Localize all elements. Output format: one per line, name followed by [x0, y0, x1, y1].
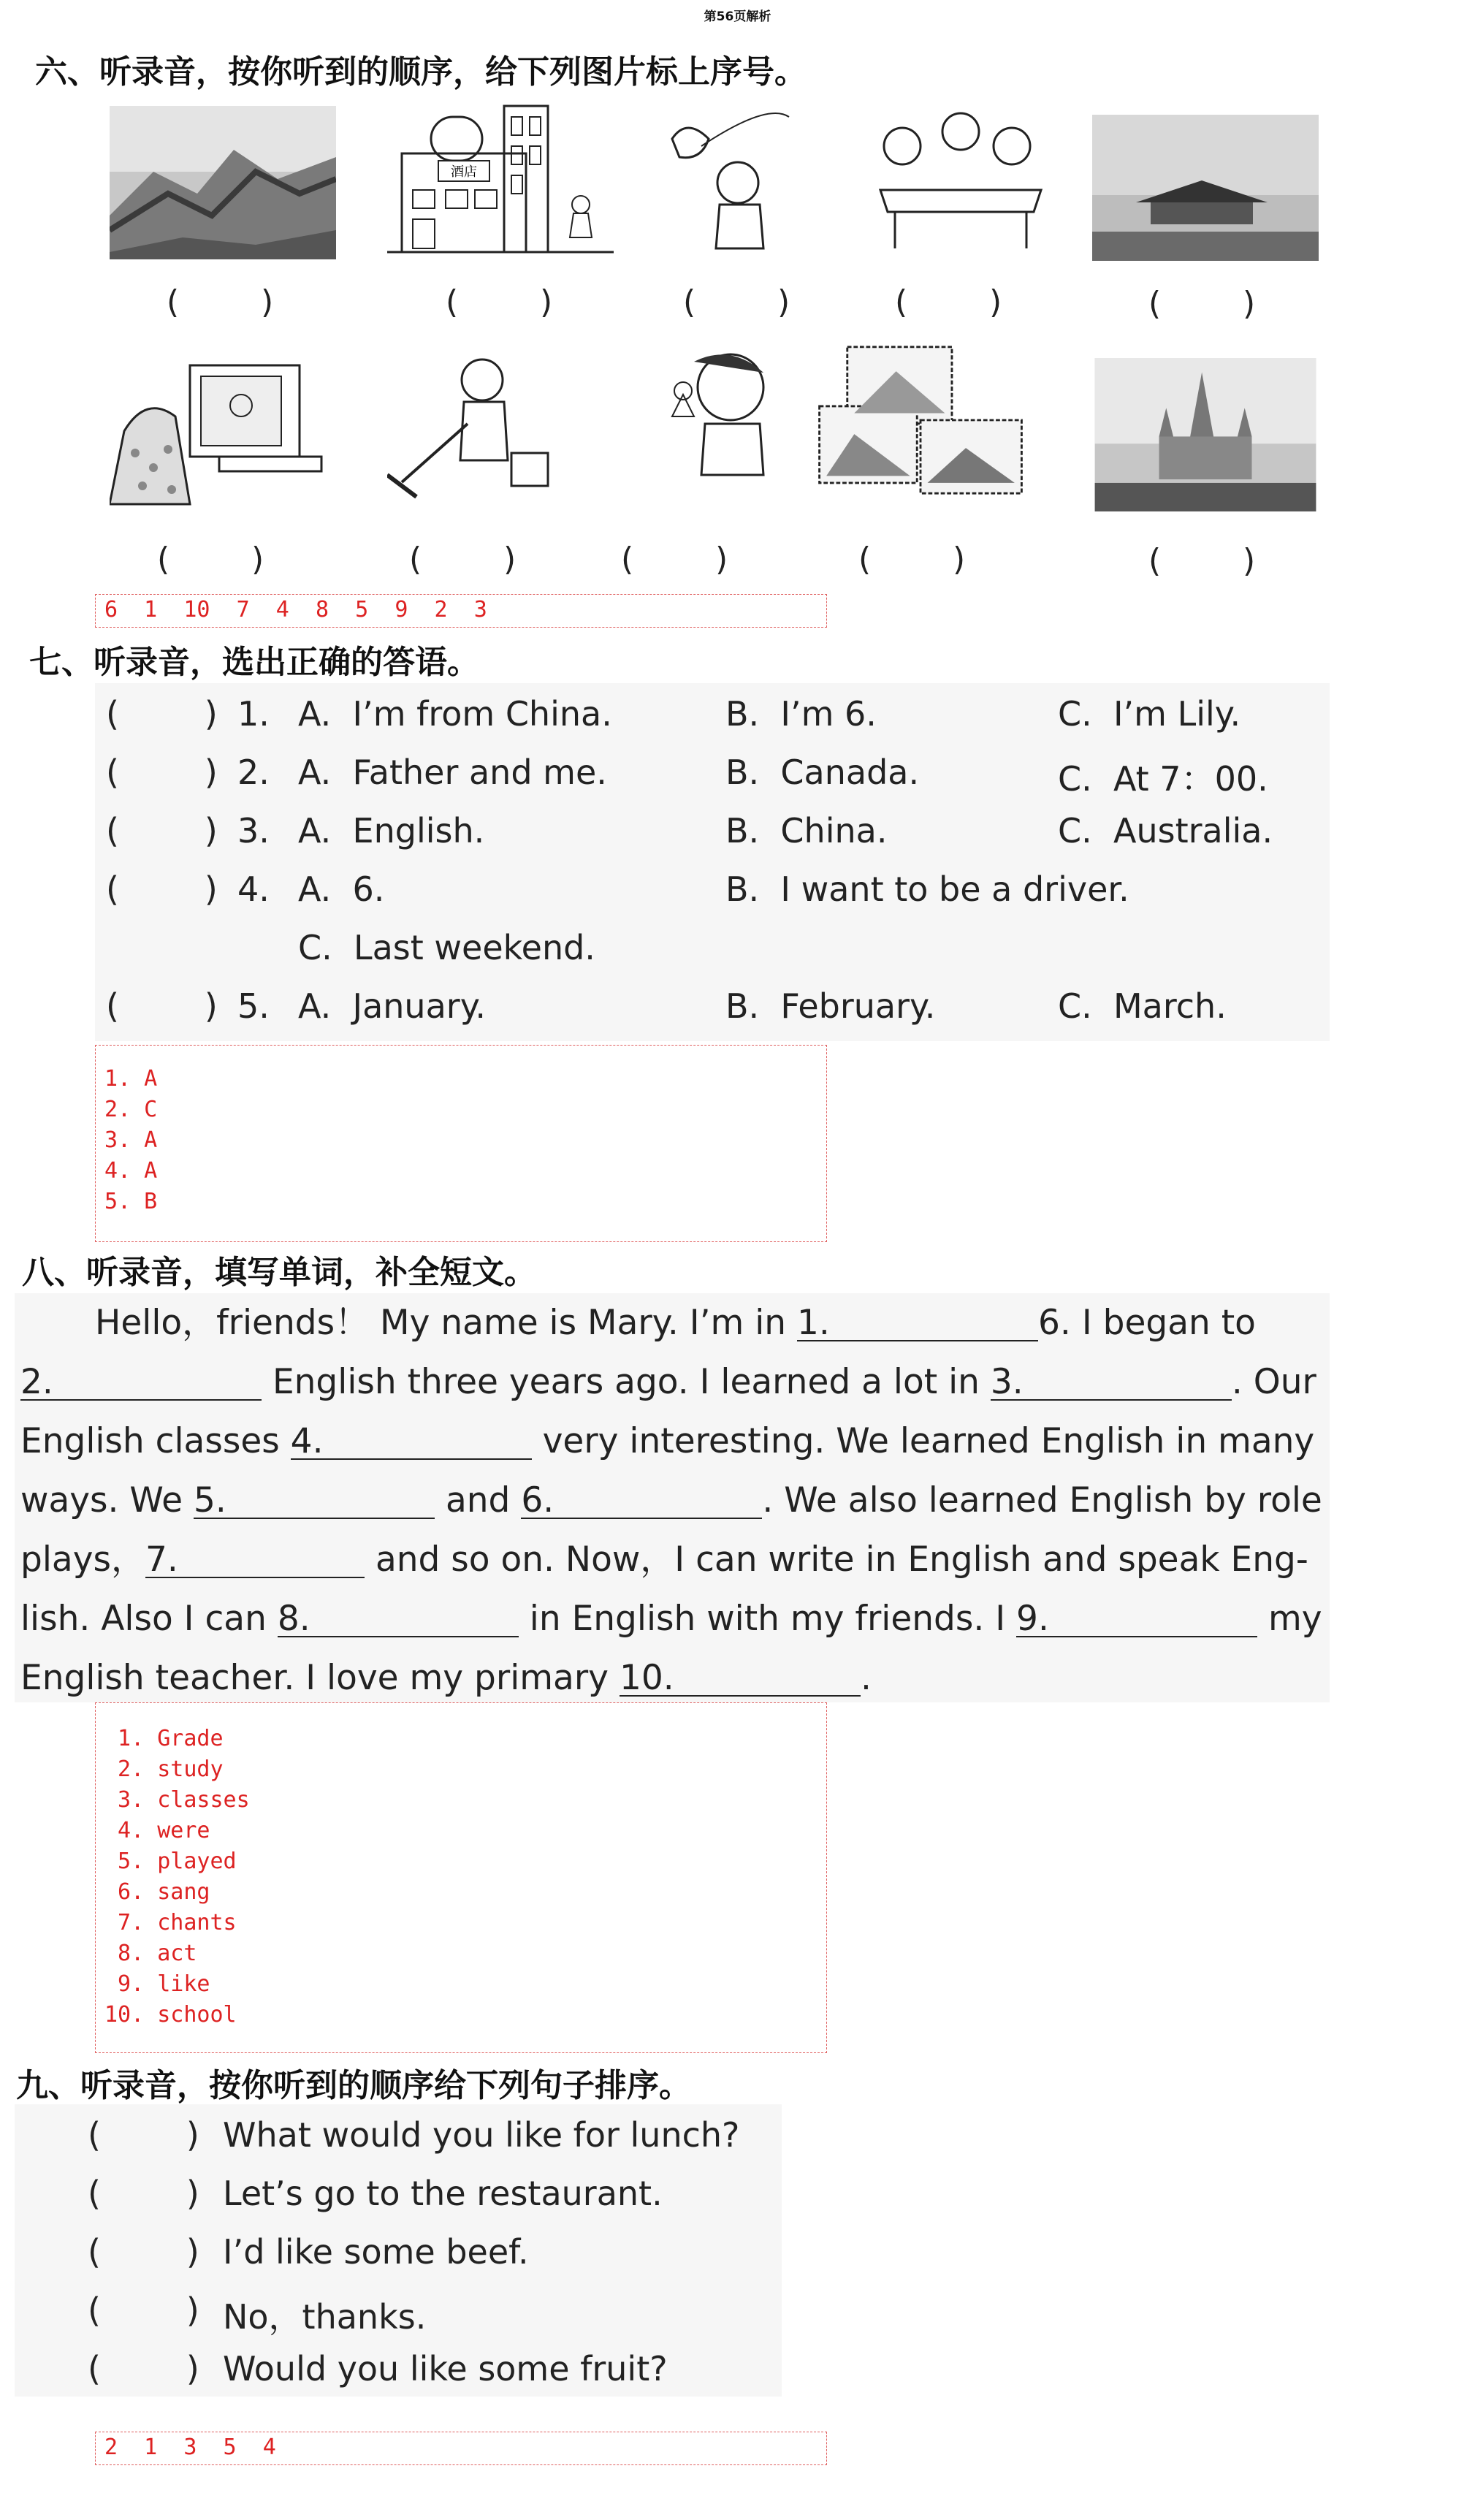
answer-paren[interactable]: ( ) — [88, 2115, 199, 2155]
answer-paren[interactable]: ( ) — [409, 541, 517, 578]
blank-1[interactable]: 1. — [797, 1306, 1038, 1341]
forbidden-city-photo — [1092, 111, 1319, 264]
stamps — [807, 343, 1034, 497]
option-a[interactable]: C. Last weekend. — [298, 928, 595, 967]
option-a[interactable]: A. I’m from China. — [298, 694, 612, 734]
answer-text: 6. sang — [104, 1879, 210, 1905]
blank-7[interactable]: 7. — [145, 1542, 365, 1578]
answer-paren[interactable]: ( ) — [1148, 542, 1256, 579]
answer-text: 5. B — [104, 1189, 158, 1214]
option-a[interactable]: A. English. — [298, 811, 485, 850]
answer-paren[interactable]: ( ) — [1148, 285, 1256, 322]
question-number: 2. — [237, 753, 270, 792]
answer-text: 1. Grade — [104, 1726, 224, 1751]
blank-10[interactable]: 10. — [620, 1661, 861, 1697]
option-c[interactable]: C. I’m Lily. — [1058, 694, 1241, 734]
sentence-item: Would you like some fruit? — [223, 2349, 668, 2388]
blank-8[interactable]: 8. — [278, 1602, 519, 1637]
answer-paren[interactable]: ( ) — [88, 2174, 199, 2213]
answer-box-8 — [95, 1702, 827, 2053]
answer-text: 7. chants — [104, 1910, 237, 1935]
question-number: 5. — [237, 986, 270, 1026]
cloze-passage — [20, 1293, 1328, 1708]
girl-watching-tv — [110, 358, 336, 511]
answer-text: 8. act — [104, 1941, 197, 1966]
section-7-title: 七、听录音，选出正确的答语。 — [29, 644, 479, 681]
answer-text: 4. A — [104, 1158, 158, 1184]
passage-text: and — [435, 1480, 522, 1520]
page-header: 第56页解析 — [704, 9, 771, 24]
passage-text: plays， — [20, 1539, 145, 1580]
section-9-title: 九、听录音，按你听到的顺序给下列句子排序。 — [16, 2067, 691, 2104]
hotel-building — [387, 102, 614, 256]
answer-text: 9. like — [104, 1971, 210, 1997]
passage-text: . We also learned English by role — [762, 1480, 1322, 1520]
great-wall-photo — [110, 106, 336, 259]
section-8-title: 八、听录音，填写单词，补全短文。 — [22, 1254, 536, 1291]
answer-paren[interactable]: ( ) — [895, 283, 1002, 321]
answer-text: 4. were — [104, 1818, 210, 1843]
answer-paren[interactable]: ( ) — [106, 869, 218, 909]
option-a[interactable]: A. Father and me. — [298, 753, 607, 792]
blank-4[interactable]: 4. — [291, 1424, 532, 1460]
answer-paren[interactable]: ( ) — [106, 694, 218, 734]
option-b[interactable]: B. I want to be a driver. — [725, 869, 1129, 909]
answer-text: 5. played — [104, 1849, 237, 1874]
answer-box-7 — [95, 1045, 827, 1242]
passage-text: in English with my friends. I — [518, 1599, 1017, 1639]
answer-text: 10. school — [104, 2002, 237, 2028]
answer-text: 1. A — [104, 1066, 158, 1092]
sentence-item: Let’s go to the restaurant. — [223, 2174, 663, 2213]
answer-box-6 — [95, 594, 827, 628]
answer-paren[interactable]: ( ) — [106, 811, 218, 850]
option-c[interactable]: C. Australia. — [1058, 811, 1273, 850]
answer-paren[interactable]: ( ) — [88, 2291, 199, 2330]
answer-text: 3. A — [104, 1127, 158, 1153]
boy-sweeping — [387, 351, 614, 504]
answer-paren[interactable]: ( ) — [88, 2349, 199, 2388]
answer-paren[interactable]: ( ) — [621, 541, 728, 578]
blank-6[interactable]: 6. — [521, 1483, 762, 1519]
disney-castle-photo — [1092, 358, 1319, 511]
answer-paren[interactable]: ( ) — [106, 753, 218, 792]
question-number: 4. — [237, 869, 270, 909]
passage-text: English three years ago. I learned a lot in — [262, 1362, 991, 1402]
sentence-item: I’d like some beef. — [223, 2232, 529, 2272]
answer-paren[interactable]: ( ) — [167, 283, 274, 321]
answer-paren[interactable]: ( ) — [858, 541, 966, 578]
passage-text: . — [860, 1658, 872, 1698]
option-b[interactable]: B. February. — [725, 986, 936, 1026]
option-c[interactable]: C. March. — [1058, 986, 1227, 1026]
answer-text: 2. study — [104, 1756, 224, 1782]
option-b[interactable]: B. I’m 6. — [725, 694, 877, 734]
answer-text: 6 1 10 7 4 8 5 9 2 3 — [104, 597, 487, 623]
question-number: 3. — [237, 811, 270, 850]
answer-text: 3. classes — [104, 1787, 250, 1813]
answer-paren[interactable]: ( ) — [683, 283, 790, 321]
family-dinner — [866, 102, 1092, 256]
blank-2[interactable]: 2. — [20, 1365, 262, 1401]
answer-text: 2. C — [104, 1097, 158, 1122]
blank-5[interactable]: 5. — [194, 1483, 435, 1519]
answer-paren[interactable]: ( ) — [157, 541, 264, 578]
passage-text: . Our — [1231, 1362, 1316, 1402]
answer-text: 2 1 3 5 4 — [104, 2435, 276, 2460]
answer-paren[interactable]: ( ) — [88, 2232, 199, 2272]
passage-text: 6. I began to — [1038, 1303, 1256, 1343]
option-a[interactable]: A. 6. — [298, 869, 385, 909]
boy-flying-kite — [658, 102, 884, 256]
option-b[interactable]: B. China. — [725, 811, 888, 850]
option-a[interactable]: A. January. — [298, 986, 486, 1026]
passage-text: ways. We — [20, 1480, 194, 1520]
section-6-title: 六、听录音，按你听到的顺序，给下列图片标上序号。 — [35, 53, 807, 91]
answer-box-9 — [95, 2432, 827, 2465]
passage-text: English teacher. I love my primary — [20, 1658, 620, 1698]
sentence-item: No，thanks. — [223, 2297, 427, 2337]
option-c[interactable]: C. At 7：00. — [1058, 759, 1268, 799]
question-number: 1. — [237, 694, 270, 734]
passage-text: and so on. Now，I can write in English and speak Eng- — [365, 1539, 1308, 1580]
option-b[interactable]: B. Canada. — [725, 753, 920, 792]
blank-3[interactable]: 3. — [991, 1365, 1232, 1401]
passage-text: very interesting. We learned English in many — [531, 1421, 1315, 1461]
passage-text: lish. Also I can — [20, 1599, 278, 1639]
answer-paren[interactable]: ( ) — [446, 283, 553, 321]
sentence-item: What would you like for lunch? — [223, 2115, 740, 2155]
blank-9[interactable]: 9. — [1016, 1602, 1257, 1637]
hotel-sign: 酒店 — [451, 164, 477, 180]
passage-text: Hello，friends！ My name is Mary. I’m in — [95, 1303, 798, 1343]
passage-text: my — [1257, 1599, 1322, 1639]
answer-paren[interactable]: ( ) — [106, 986, 218, 1026]
passage-text: English classes — [20, 1421, 291, 1461]
